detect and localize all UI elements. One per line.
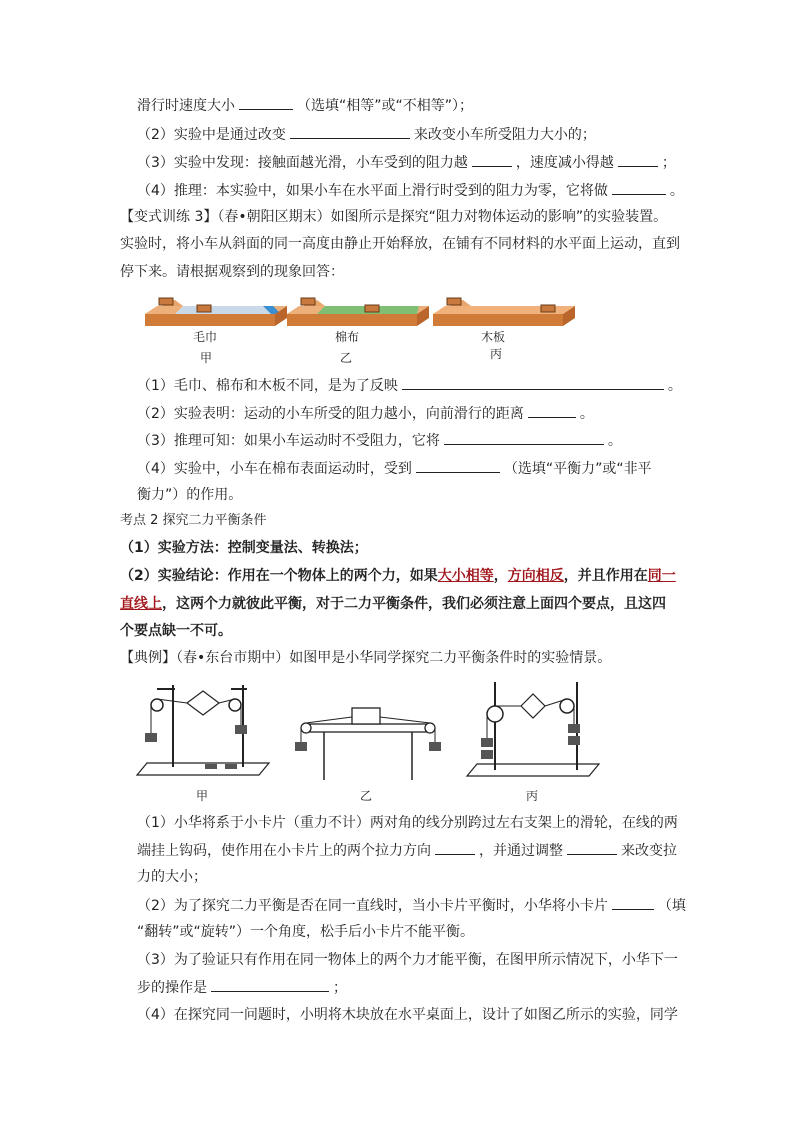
material-label-board: 木板 bbox=[480, 330, 505, 344]
q2-item-4 bbox=[137, 458, 652, 479]
answer-blank[interactable] bbox=[416, 458, 500, 473]
answer-blank[interactable] bbox=[567, 840, 617, 855]
q3-item-2 bbox=[137, 895, 686, 916]
q3-item-1: （1）小华将系于小卡片（重力不计）两对角的线分别跨过左右支架上的滑轮，在线的两 bbox=[137, 815, 678, 831]
kp2-title: 考点 2 探究二力平衡条件 bbox=[120, 513, 267, 528]
q2-item-3 bbox=[137, 430, 622, 451]
answer-blank[interactable] bbox=[528, 403, 576, 418]
q2-item-4-tail: （选填“平衡力”或“非平 bbox=[503, 461, 652, 477]
q1-item-2 bbox=[137, 124, 596, 145]
answer-blank[interactable] bbox=[435, 840, 475, 855]
answer-blank[interactable] bbox=[211, 977, 329, 992]
kp2-conclusion-mid: ，并且作用在 bbox=[563, 568, 648, 584]
q2-item-2 bbox=[137, 403, 594, 424]
q1-line0 bbox=[137, 95, 473, 116]
q2-item-2-text: （2）实验表明：运动的小车所受的阻力越小，向前滑行的距离 bbox=[137, 406, 524, 422]
q2-item-3-text: （3）推理可知：如果小车运动时不受阻力，它将 bbox=[137, 433, 440, 449]
kp2-conclusion-text: （2）实验结论：作用在一个物体上的两个力，如果 bbox=[120, 568, 438, 584]
apparatus-bing bbox=[465, 676, 610, 784]
answer-blank[interactable] bbox=[290, 124, 410, 139]
q2-item-1-text: （1）毛巾、棉布和木板不同，是为了反映 bbox=[137, 378, 398, 394]
material-label-towel: 毛巾 bbox=[192, 330, 217, 344]
answer-blank[interactable] bbox=[444, 430, 604, 445]
kp2-conclusion-line2 bbox=[120, 594, 666, 614]
kp2-sep: ， bbox=[493, 568, 508, 584]
kp2-method: （1）实验方法：控制变量法、转换法； bbox=[120, 540, 368, 556]
q3-item-4: （4）在探究同一问题时，小明将木块放在水平桌面上，设计了如图乙所示的实验，同学 bbox=[137, 1007, 678, 1023]
q3-item-2-line2: “翻转”或“旋转”）一个角度，松手后小卡片不能平衡。 bbox=[137, 924, 475, 940]
material-label-cloth: 棉布 bbox=[334, 330, 359, 344]
q1-line0-text: 滑行时速度大小 bbox=[137, 98, 235, 114]
kp2-highlight-line: 直线上 bbox=[120, 596, 162, 612]
q1-item-3-mid: ，速度减小得越 bbox=[515, 155, 614, 171]
kp2-conclusion-line2-text: ，这两个力就彼此平衡，对于二力平衡条件，我们必须注意上面四个要点，且这四 bbox=[162, 596, 666, 612]
q2-item-3-tail: 。 bbox=[607, 433, 622, 449]
kp2-highlight-same: 同一 bbox=[647, 568, 676, 584]
answer-blank[interactable] bbox=[239, 95, 293, 110]
ramp-cloth bbox=[287, 298, 429, 326]
q1-item-2-text: （2）实验中是通过改变 bbox=[137, 127, 286, 143]
answer-blank[interactable] bbox=[472, 152, 512, 167]
answer-blank[interactable] bbox=[402, 375, 664, 390]
q2-item-2-tail: 。 bbox=[579, 406, 594, 422]
q2-item-4-text: （4）实验中，小车在棉布表面运动时，受到 bbox=[137, 461, 412, 477]
q1-item-4-tail: 。 bbox=[669, 183, 684, 199]
q2-item-1-tail: 。 bbox=[667, 378, 682, 394]
q3-item-2-text: （2）为了探究二力平衡是否在同一直线时，当小卡片平衡时，小华将小卡片 bbox=[137, 898, 608, 914]
kp2-conclusion-line1 bbox=[120, 566, 676, 586]
q1-item-4 bbox=[137, 180, 684, 201]
q1-item-4-text: （4）推理：本实验中，如果小车在水平面上滑行时受到的阻力为零，它将做 bbox=[137, 183, 608, 199]
q3-title: 【典例】（春•东台市期中）如图甲是小华同学探究二力平衡条件时的实验情景。 bbox=[120, 650, 612, 666]
fig2-label-bing: 丙 bbox=[525, 789, 538, 803]
q3-item-1-mid: ，并通过调整 bbox=[479, 843, 563, 859]
fig2-label-jia: 甲 bbox=[195, 789, 208, 803]
apparatus-jia bbox=[135, 675, 280, 783]
q3-item-3-tail: ； bbox=[333, 980, 347, 996]
q3-item-1-line3: 力的大小； bbox=[137, 869, 207, 885]
q1-item-3-tail: ； bbox=[661, 155, 676, 171]
fig-label-bing: 丙 bbox=[489, 347, 502, 361]
q2-line3: 停下来。请根据观察到的现象回答： bbox=[120, 264, 344, 280]
q2-line2: 实验时，将小车从斜面的同一高度由静止开始释放，在铺有不同材料的水平面上运动，直到 bbox=[120, 236, 680, 252]
fig-label-jia: 甲 bbox=[199, 351, 212, 365]
q3-item-3-line2 bbox=[137, 977, 347, 998]
q2-title: 【变式训练 3】（春•朝阳区期末）如图所示是探究“阻力对物体运动的影响”的实验装置。 bbox=[120, 209, 668, 225]
q3-item-2-tail: （填 bbox=[657, 898, 686, 914]
answer-blank[interactable] bbox=[612, 895, 654, 910]
fig-label-yi: 乙 bbox=[339, 351, 352, 365]
q1-item-2-tail: 来改变小车所受阻力大小的； bbox=[413, 127, 596, 143]
q3-item-1-line2 bbox=[137, 840, 677, 861]
ramp-towel bbox=[145, 298, 287, 326]
ramp-board bbox=[433, 298, 575, 326]
q2-item-4-cont: 衡力”）的作用。 bbox=[137, 487, 243, 503]
kp2-highlight-equal: 大小相等 bbox=[437, 568, 494, 584]
q1-item-3-text: （3）实验中发现：接触面越光滑，小车受到的阻力越 bbox=[137, 155, 468, 171]
fig2-label-yi: 乙 bbox=[359, 789, 372, 803]
q3-item-1-text: 端挂上钩码，使作用在小卡片上的两个拉力方向 bbox=[137, 843, 431, 859]
kp2-highlight-opposite: 方向相反 bbox=[507, 568, 564, 584]
q1-line0-tail: （选填“相等”或“不相等”）； bbox=[297, 98, 474, 114]
q2-item-1 bbox=[137, 375, 682, 396]
apparatus-yi bbox=[288, 700, 448, 785]
q1-item-3 bbox=[137, 152, 676, 173]
kp2-conclusion-line3: 个要点缺一不可。 bbox=[120, 623, 232, 639]
q3-item-3-text: 步的操作是 bbox=[137, 980, 207, 996]
q3-item-1-tail: 来改变拉 bbox=[621, 843, 677, 859]
answer-blank[interactable] bbox=[618, 152, 658, 167]
q3-item-3: （3）为了验证只有作用在同一物体上的两个力才能平衡，在图甲所示情况下，小华下一 bbox=[137, 952, 678, 968]
answer-blank[interactable] bbox=[612, 180, 666, 195]
